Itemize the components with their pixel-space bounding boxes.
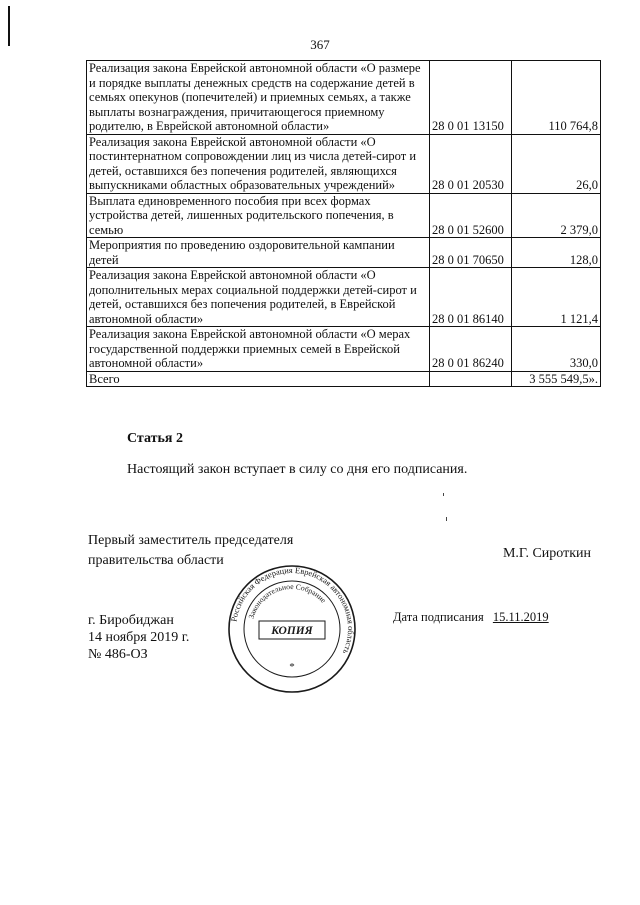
stamp-outer-text: Российская Федерация Еврейская автономная область	[229, 565, 356, 656]
total-amount: 3 555 549,5».	[512, 371, 601, 387]
signer-name: М.Г. Сироткин	[502, 546, 591, 561]
budget-table	[86, 60, 601, 387]
total-row	[87, 371, 601, 387]
row-description: Реализация закона Еврейской автономной области «О дополнительных мерах социальной поддержки детей-сирот и детей, оставшихся без попечения родителей, в Еврейской автономной области»	[87, 268, 430, 327]
signing-date-value: 15.11.2019	[492, 610, 549, 624]
table-row	[87, 238, 601, 268]
table-row	[87, 61, 601, 135]
law-number: № 486-ОЗ	[88, 647, 148, 662]
table-row	[87, 134, 601, 193]
row-code: 28 0 01 13150	[430, 61, 512, 135]
row-amount: 1 121,4	[512, 268, 601, 327]
total-label: Всего	[87, 371, 430, 387]
row-code: 28 0 01 20530	[430, 134, 512, 193]
row-code: 28 0 01 86240	[430, 327, 512, 372]
row-description: Выплата единовременного пособия при всех формах устройства детей, лишенных родительского попечения, в семью	[87, 193, 430, 238]
signer-title-line: правительства области	[88, 553, 224, 568]
stamp-inner-text: Законодательное Собрание	[246, 581, 328, 620]
table-row	[87, 327, 601, 372]
stamp-center-text: КОПИЯ	[271, 625, 313, 637]
table-row	[87, 268, 601, 327]
total-code	[430, 371, 512, 387]
page-number: 367	[310, 37, 330, 52]
row-amount: 2 379,0	[512, 193, 601, 238]
scan-speck	[446, 517, 447, 521]
row-code: 28 0 01 86140	[430, 268, 512, 327]
row-description: Реализация закона Еврейской автономной области «О мерах государственной поддержки приемных семей в Еврейской автономной области»	[87, 327, 430, 372]
law-date: 14 ноября 2019 г.	[88, 630, 190, 645]
row-code: 28 0 01 70650	[430, 238, 512, 268]
row-amount: 128,0	[512, 238, 601, 268]
article-text: Настоящий закон вступает в силу со дня его подписания.	[127, 462, 468, 477]
signing-date	[393, 610, 549, 625]
copy-stamp	[227, 564, 357, 694]
stamp-star: *	[289, 661, 295, 673]
signing-date-label: Дата подписания	[393, 610, 484, 624]
signer-title-line: Первый заместитель председателя	[88, 533, 294, 548]
row-amount: 110 764,8	[512, 61, 601, 135]
city: г. Биробиджан	[88, 613, 174, 628]
scan-speck	[443, 493, 444, 496]
table-row	[87, 193, 601, 238]
row-description: Реализация закона Еврейской автономной области «О постинтернатном сопровождении лиц из числа детей-сирот и детей, оставшихся без попечения родителей, являющихся выпускниками областных образовательных учреждений»	[87, 134, 430, 193]
row-amount: 330,0	[512, 327, 601, 372]
row-amount: 26,0	[512, 134, 601, 193]
row-description: Мероприятия по проведению оздоровительной кампании детей	[87, 238, 430, 268]
row-code: 28 0 01 52600	[430, 193, 512, 238]
row-description: Реализация закона Еврейской автономной области «О размере и порядке выплаты денежных средств на содержание детей в семьях опекунов (попечителей) и приемных семьях, а также выплаты вознаграждения, причитающегося приемному родителю, в Еврейской автономной области»	[87, 61, 430, 135]
article-heading: Статья 2	[127, 431, 183, 446]
place-block	[88, 612, 189, 663]
